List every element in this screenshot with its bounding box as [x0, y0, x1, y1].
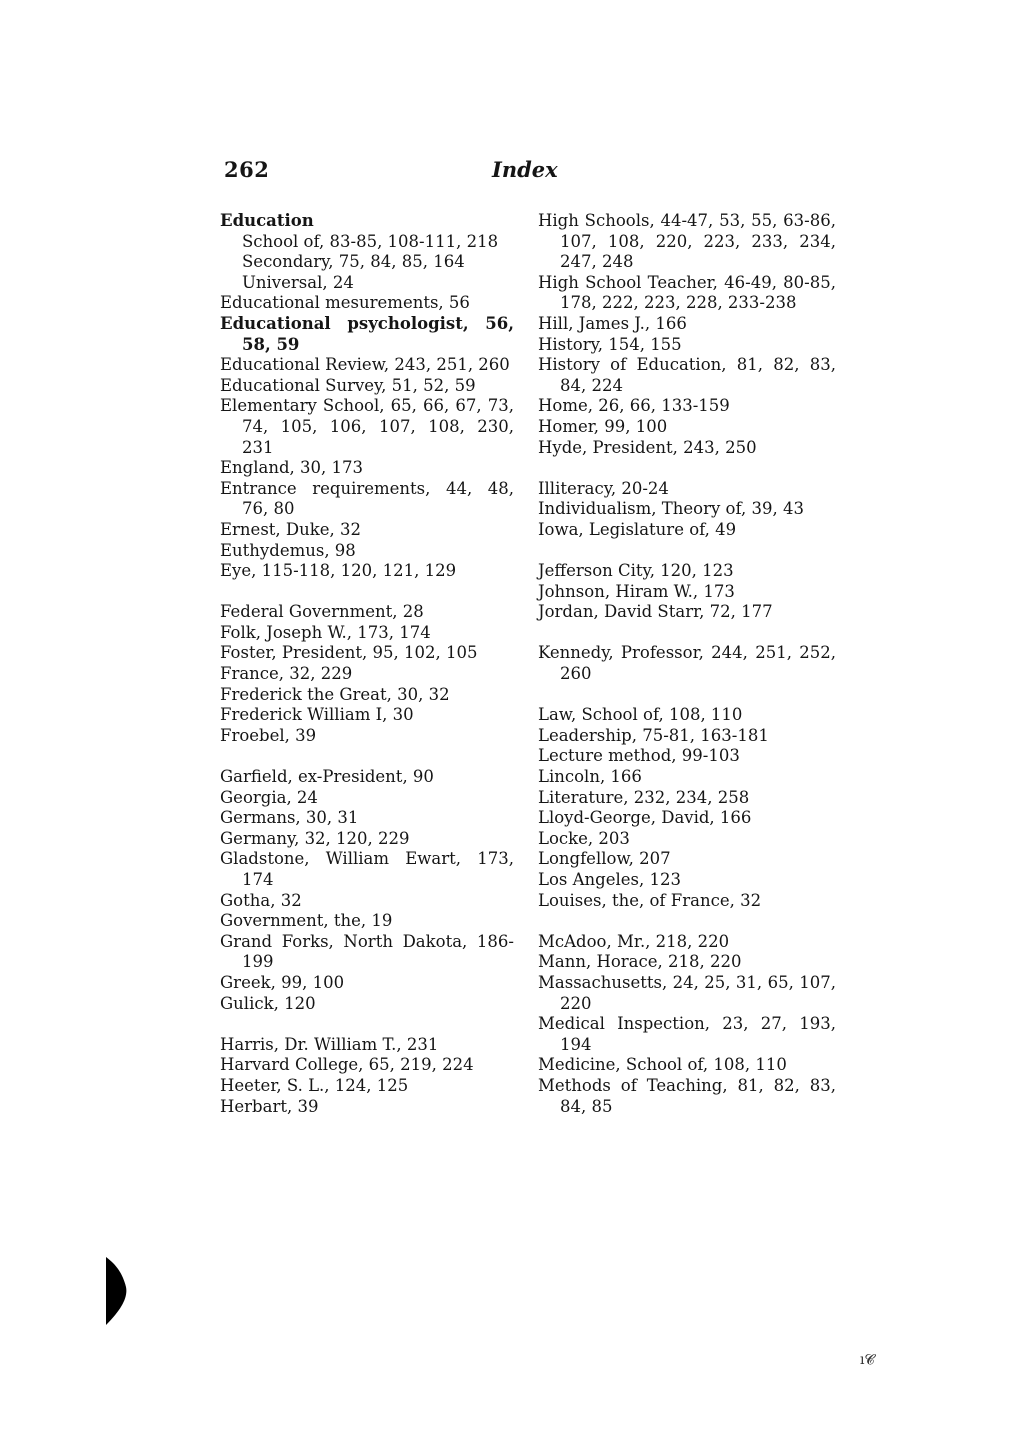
index-entry: Educational Survey, 51, 52, 59: [220, 375, 476, 395]
index-entry: Home, 26, 66, 133-159: [538, 396, 730, 416]
index-entry: Elementary School, 65, 66, 67, 73, 74, 105, 106, 107, 108, 230, 231: [220, 396, 514, 457]
index-entry: Frederick William I, 30: [220, 705, 414, 725]
index-entry: Froebel, 39: [220, 725, 317, 745]
index-entry: Kennedy, Professor, 244, 251, 252, 260: [538, 643, 836, 684]
index-entry: Government, the, 19: [220, 911, 393, 931]
index-entry: Jefferson City, 120, 123: [538, 561, 734, 581]
index-entry: Educational psychologist, 56, 58, 59: [220, 313, 514, 354]
index-entry: Locke, 203: [538, 828, 630, 848]
index-entry: McAdoo, Mr., 218, 220: [538, 931, 730, 951]
index-entry: Grand Forks, North Dakota, 186-199: [220, 931, 514, 972]
index-entry: Los Angeles, 123: [538, 870, 681, 889]
index-entry: Lincoln, 166: [538, 767, 642, 787]
index-entry: Educational mesurements, 56: [220, 293, 470, 313]
index-entry: Frederick the Great, 30, 32: [220, 684, 450, 704]
index-entry: Entrance requirements, 44, 48, 76, 80: [220, 478, 514, 519]
index-entry: Germans, 30, 31: [220, 808, 359, 828]
index-entry: Methods of Teaching, 81, 82, 83, 84, 85: [538, 1075, 836, 1116]
index-entry: Medical Inspection, 23, 27, 193, 194: [538, 1014, 836, 1054]
running-head: Index: [492, 157, 558, 182]
page-number: 262: [224, 157, 270, 182]
index-entry: France, 32, 229: [220, 664, 353, 684]
index-entry: Harvard College, 65, 219, 224: [220, 1055, 474, 1075]
index-entry: Gulick, 120: [220, 993, 316, 1013]
index-entry: Folk, Joseph W., 173, 174: [220, 622, 431, 642]
corner-mark: ı𝓒: [860, 1352, 875, 1368]
index-entry: History of Education, 81, 82, 83, 84, 224: [538, 355, 836, 395]
index-entry: Illiteracy, 20-24: [538, 478, 669, 498]
index-entry: Education: [220, 211, 314, 230]
index-entry: Johnson, Hiram W., 173: [538, 581, 735, 601]
index-entry: England, 30, 173: [220, 458, 364, 478]
index-entry: Lloyd-George, David, 166: [538, 808, 752, 828]
index-entry: Louises, the, of France, 32: [538, 890, 762, 910]
index-entry: Massachusetts, 24, 25, 31, 65, 107, 220: [538, 972, 836, 1013]
index-entry: Mann, Horace, 218, 220: [538, 952, 742, 972]
index-column-right: [538, 211, 836, 1117]
index-entry: Gotha, 32: [220, 890, 302, 910]
index-entry: Jordan, David Starr, 72, 177: [538, 602, 773, 622]
index-entry: High Schools, 44-47, 53, 55, 63-86, 107, 108, 220, 223, 233, 234, 247, 248: [538, 211, 836, 272]
index-entry: Lecture method, 99-103: [538, 746, 740, 766]
index-entry: Homer, 99, 100: [538, 416, 668, 436]
index-entry: Herbart, 39: [220, 1096, 319, 1116]
index-entry: Leadership, 75-81, 163-181: [538, 725, 769, 745]
index-entry: Medicine, School of, 108, 110: [538, 1055, 787, 1075]
index-entry: Harris, Dr. William T., 231: [220, 1034, 439, 1054]
index-entry: Greek, 99, 100: [220, 972, 345, 992]
index-subentry: School of, 83-85, 108-111, 218: [242, 231, 499, 251]
index-entry: Hyde, President, 243, 250: [538, 437, 757, 457]
index-entry: Educational Review, 243, 251, 260: [220, 355, 510, 375]
index-entry: Federal Government, 28: [220, 602, 424, 622]
index-entry: Individualism, Theory of, 39, 43: [538, 499, 804, 519]
scan-edge-mark: [104, 1257, 128, 1325]
index-entry: Hill, James J., 166: [538, 313, 687, 333]
index-entry: Iowa, Legislature of, 49: [538, 519, 737, 539]
index-column-left: [220, 211, 514, 1117]
index-entry: Gladstone, William Ewart, 173, 174: [220, 849, 514, 889]
index-entry: History, 154, 155: [538, 334, 682, 354]
index-entry: Ernest, Duke, 32: [220, 519, 362, 539]
index-entry: Law, School of, 108, 110: [538, 705, 743, 725]
index-subentry: Universal, 24: [242, 272, 354, 292]
index-entry: Heeter, S. L., 124, 125: [220, 1075, 409, 1095]
index-entry: Georgia, 24: [220, 787, 318, 807]
index-entry: Germany, 32, 120, 229: [220, 828, 410, 848]
index-entry: High School Teacher, 46-49, 80-85, 178, 222, 223, 228, 233-238: [538, 272, 836, 313]
index-entry: Euthydemus, 98: [220, 540, 356, 560]
index-entry: Longfellow, 207: [538, 849, 671, 869]
index-entry: Literature, 232, 234, 258: [538, 787, 750, 807]
index-entry: Foster, President, 95, 102, 105: [220, 643, 478, 663]
index-subentry: Secondary, 75, 84, 85, 164: [242, 252, 465, 272]
index-entry: Eye, 115-118, 120, 121, 129: [220, 561, 457, 581]
index-entry: Garfield, ex-President, 90: [220, 767, 434, 787]
